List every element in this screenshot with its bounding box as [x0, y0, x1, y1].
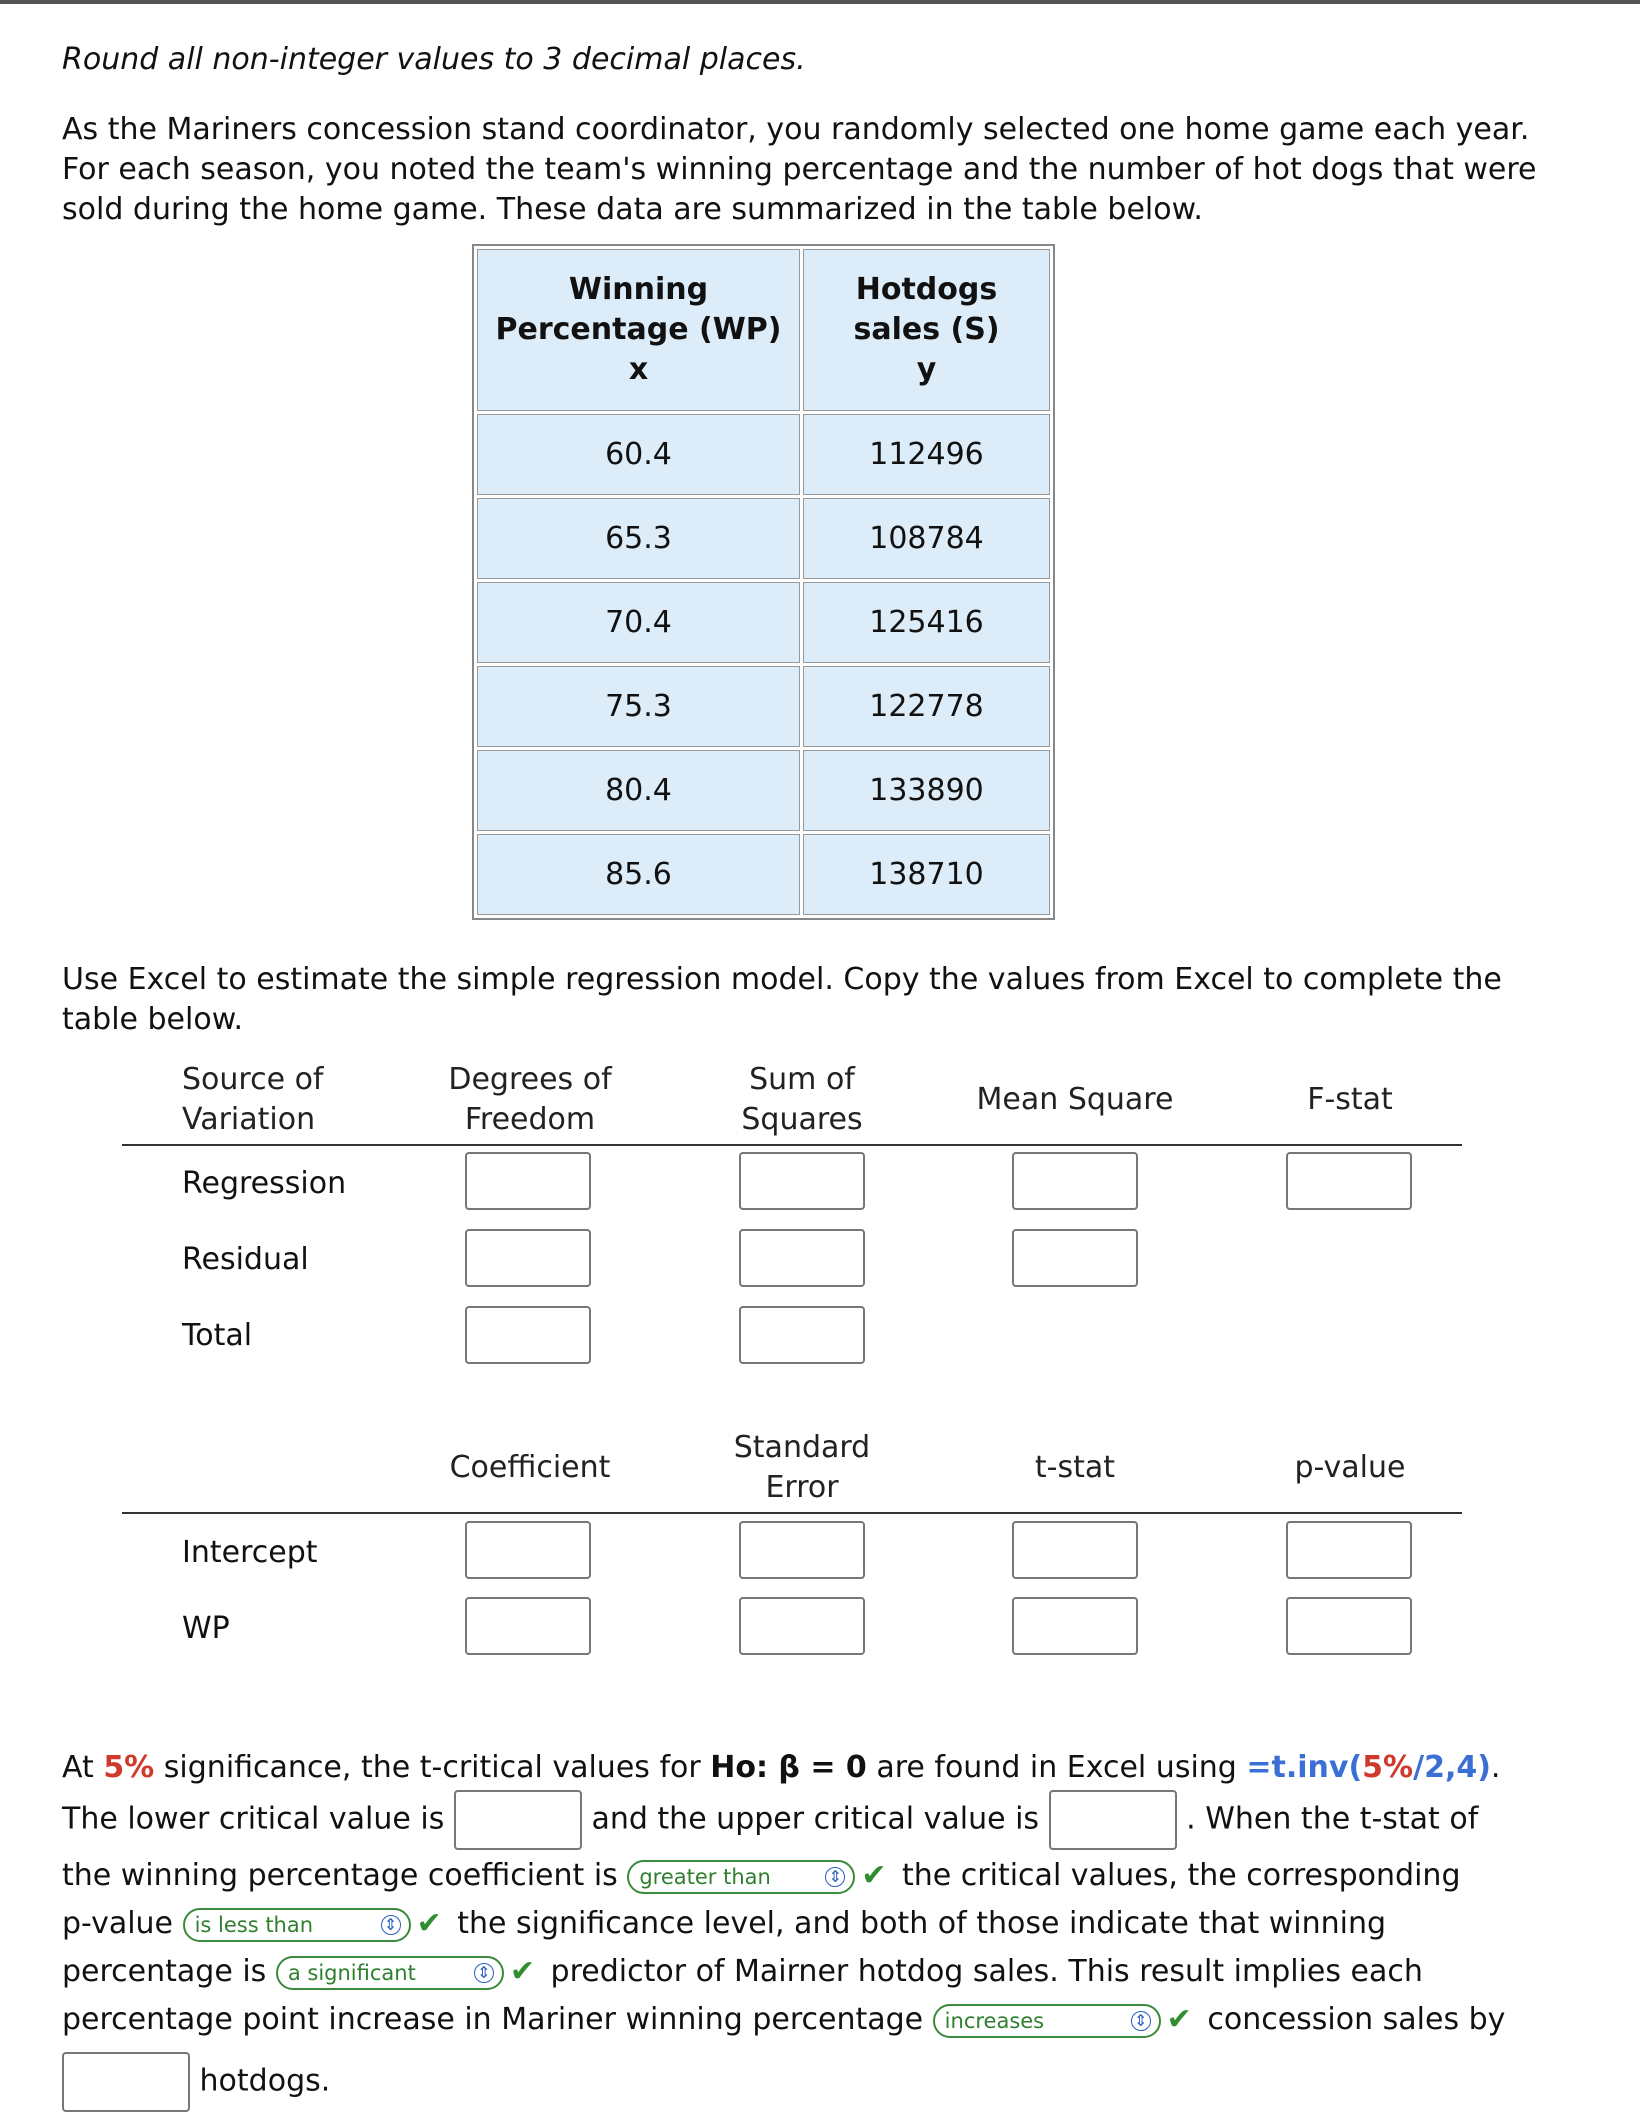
regression-ss-input[interactable] — [739, 1152, 865, 1210]
wp-se-input[interactable] — [739, 1597, 865, 1655]
excel-formula: =t.inv(5%/2,4) — [1246, 1750, 1491, 1785]
updown-arrow-icon: ⇕ — [825, 1867, 845, 1887]
check-icon: ✔ — [861, 1858, 887, 1893]
anova-header-rule — [122, 1144, 1462, 1146]
intercept-t-input[interactable] — [1012, 1521, 1138, 1579]
wp-coef-input[interactable] — [465, 1597, 591, 1655]
comparison-select-2[interactable]: is less than ⇕ — [183, 1908, 411, 1942]
hotdog-increase-input[interactable] — [62, 2052, 190, 2112]
check-icon: ✔ — [509, 1954, 535, 1989]
updown-arrow-icon: ⇕ — [1131, 2011, 1151, 2031]
intercept-coef-input[interactable] — [465, 1521, 591, 1579]
hypothesis: Ho: β = 0 — [710, 1750, 867, 1785]
lower-critical-input[interactable] — [454, 1790, 582, 1850]
ss-header: Sum of Squares — [741, 1062, 863, 1137]
residual-ms-input[interactable] — [1012, 1229, 1138, 1287]
critical-line-3: the winning percentage coefficient is greater than ⇕ ✔ the critical values, the corresponding — [62, 1858, 1461, 1893]
updown-arrow-icon: ⇕ — [474, 1963, 494, 1983]
significance-select[interactable]: a significant ⇕ — [276, 1956, 504, 1990]
row-label-regression: Regression — [182, 1166, 347, 1201]
check-icon: ✔ — [416, 1906, 442, 1941]
row-label-residual: Residual — [182, 1242, 309, 1277]
total-ss-input[interactable] — [739, 1306, 865, 1364]
residual-ss-input[interactable] — [739, 1229, 865, 1287]
critical-line-6: percentage point increase in Mariner winning percentage increases ⇕ ✔ concession sales by — [62, 2002, 1506, 2037]
se-header: Standard Error — [733, 1430, 871, 1505]
f-header: F-stat — [1307, 1082, 1393, 1117]
critical-line-4: p-value is less than ⇕ ✔ the significance level, and both of those indicate that winning — [62, 1906, 1387, 1941]
check-icon: ✔ — [1166, 2002, 1192, 2037]
comparison-select-1[interactable]: greater than ⇕ — [627, 1860, 855, 1894]
excel-instruction-1: Use Excel to estimate the simple regression model. Copy the values from Excel to complete the — [62, 962, 1502, 997]
data-table — [472, 244, 1055, 920]
critical-line-2: The lower critical value is and the upper critical value is . When the t-stat of — [62, 1790, 1478, 1850]
ms-header: Mean Square — [976, 1082, 1174, 1117]
intro-line-3: sold during the home game. These data are summarized in the table below. — [62, 192, 1203, 227]
significance-level: 5% — [103, 1750, 155, 1785]
residual-df-input[interactable] — [465, 1229, 591, 1287]
critical-line-5: percentage is a significant ⇕ ✔ predictor of Mairner hotdog sales. This result implies each — [62, 1954, 1423, 1989]
wp-column-header: Winning Percentage (WP) x — [477, 249, 800, 411]
intro-line-2: For each season, you noted the team's winning percentage and the number of hot dogs that were — [62, 152, 1537, 187]
table-row: 85.6 138710 — [477, 834, 1050, 915]
table-row: 80.4 133890 — [477, 750, 1050, 831]
intro-line-1: As the Mariners concession stand coordinator, you randomly selected one home game each year. — [62, 112, 1530, 147]
direction-select[interactable]: increases ⇕ — [933, 2004, 1161, 2038]
intercept-se-input[interactable] — [739, 1521, 865, 1579]
upper-critical-input[interactable] — [1049, 1790, 1177, 1850]
regression-df-input[interactable] — [465, 1152, 591, 1210]
table-row: 60.4 112496 — [477, 414, 1050, 495]
rounding-instruction: Round all non-integer values to 3 decimal places. — [62, 42, 806, 77]
coefficient-header: Coefficient — [449, 1450, 611, 1485]
row-label-total: Total — [182, 1318, 253, 1353]
regression-ms-input[interactable] — [1012, 1152, 1138, 1210]
updown-arrow-icon: ⇕ — [381, 1915, 401, 1935]
wp-p-input[interactable] — [1286, 1597, 1412, 1655]
f-stat-input[interactable] — [1286, 1152, 1412, 1210]
excel-instruction-2: table below. — [62, 1002, 244, 1037]
table-row: 75.3 122778 — [477, 666, 1050, 747]
intercept-p-input[interactable] — [1286, 1521, 1412, 1579]
row-label-wp: WP — [182, 1611, 230, 1646]
critical-line-7: hotdogs. — [62, 2052, 330, 2112]
t-stat-header: t-stat — [1034, 1450, 1116, 1485]
source-header: Source of Variation — [182, 1062, 324, 1137]
coef-header-rule — [122, 1512, 1462, 1514]
top-border — [0, 0, 1640, 4]
wp-t-input[interactable] — [1012, 1597, 1138, 1655]
table-row: 70.4 125416 — [477, 582, 1050, 663]
sales-column-header: Hotdogs sales (S) y — [803, 249, 1050, 411]
row-label-intercept: Intercept — [182, 1535, 318, 1570]
p-value-header: p-value — [1294, 1450, 1406, 1485]
total-df-input[interactable] — [465, 1306, 591, 1364]
table-row: 65.3 108784 — [477, 498, 1050, 579]
critical-line-1: At 5% significance, the t-critical values for Ho: β = 0 are found in Excel using =t.inv(5%/2,4). — [62, 1750, 1501, 1785]
df-header: Degrees of Freedom — [448, 1062, 612, 1137]
